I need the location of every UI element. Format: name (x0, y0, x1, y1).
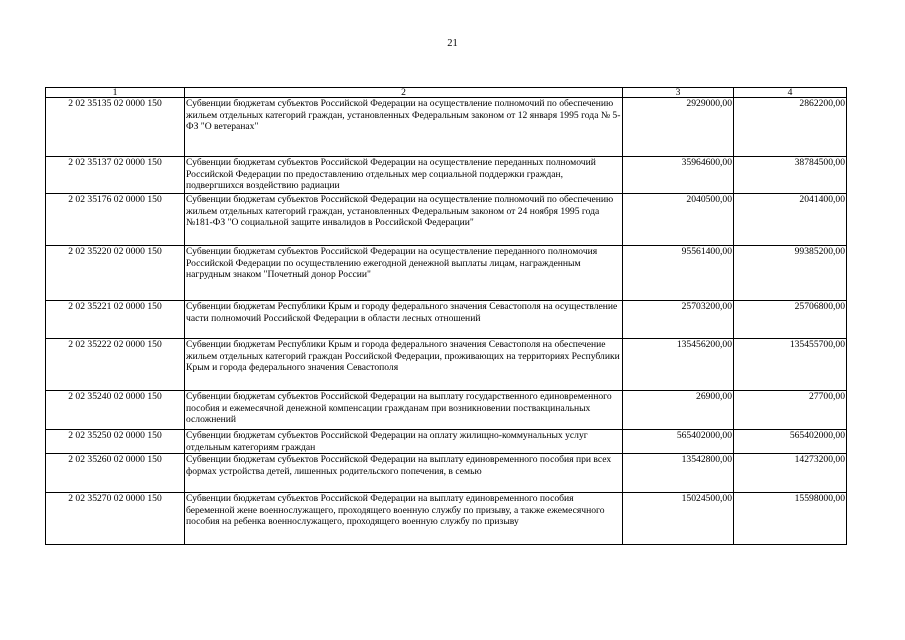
budget-code: 2 02 35222 02 0000 150 (46, 339, 185, 391)
budget-code: 2 02 35221 02 0000 150 (46, 301, 185, 339)
row-description: Субвенции бюджетам субъектов Российской Федерации на осуществление переданного полномочия Российской Федерации по осуществлению ежегодной денежной выплаты лицам, награжденным нагрудным знаком "Почетный донор России" (185, 246, 623, 301)
amount-col4: 135455700,00 (734, 339, 847, 391)
table-row (46, 157, 847, 194)
row-description: Субвенции бюджетам субъектов Российской Федерации на осуществление переданных полномочий Российской Федерации по предоставлению отдельных мер социальной поддержки граждан, подвергшихся воздействию радиации (185, 157, 623, 194)
amount-col3: 565402000,00 (623, 430, 734, 454)
amount-col4: 2041400,00 (734, 194, 847, 246)
budget-code: 2 02 35135 02 0000 150 (46, 98, 185, 157)
budget-table (45, 87, 847, 545)
column-header-4: 4 (734, 88, 847, 98)
column-header-2: 2 (185, 88, 623, 98)
budget-code: 2 02 35240 02 0000 150 (46, 391, 185, 430)
budget-code: 2 02 35270 02 0000 150 (46, 493, 185, 545)
amount-col3: 35964600,00 (623, 157, 734, 194)
amount-col3: 25703200,00 (623, 301, 734, 339)
header-row (46, 88, 847, 98)
row-description: Субвенции бюджетам субъектов Российской Федерации на выплату единовременного пособия беременной жене военнослужащего, проходящего военную службу по призыву, а также ежемесячного пособия на ребенка военнослужащего, проходящего военную службу по призыву (185, 493, 623, 545)
budget-code: 2 02 35137 02 0000 150 (46, 157, 185, 194)
table-row (46, 430, 847, 454)
amount-col4: 565402000,00 (734, 430, 847, 454)
column-header-1: 1 (46, 88, 185, 98)
table-row (46, 194, 847, 246)
budget-code: 2 02 35260 02 0000 150 (46, 454, 185, 493)
amount-col3: 15024500,00 (623, 493, 734, 545)
amount-col4: 99385200,00 (734, 246, 847, 301)
row-description: Субвенции бюджетам субъектов Российской Федерации на выплату государственного единовременного пособия и ежемесячной денежной компенсации гражданам при возникновении поствакцинальных осложнений (185, 391, 623, 430)
amount-col3: 2929000,00 (623, 98, 734, 157)
table-row (46, 98, 847, 157)
column-header-3: 3 (623, 88, 734, 98)
amount-col3: 26900,00 (623, 391, 734, 430)
page-number: 21 (447, 38, 458, 49)
amount-col4: 38784500,00 (734, 157, 847, 194)
amount-col3: 2040500,00 (623, 194, 734, 246)
amount-col4: 15598000,00 (734, 493, 847, 545)
table-row (46, 391, 847, 430)
amount-col4: 14273200,00 (734, 454, 847, 493)
amount-col3: 13542800,00 (623, 454, 734, 493)
amount-col3: 95561400,00 (623, 246, 734, 301)
row-description: Субвенции бюджетам субъектов Российской Федерации на выплату единовременного пособия при всех формах устройства детей, лишенных родительского попечения, в семью (185, 454, 623, 493)
budget-code: 2 02 35250 02 0000 150 (46, 430, 185, 454)
budget-code: 2 02 35220 02 0000 150 (46, 246, 185, 301)
table-row (46, 454, 847, 493)
amount-col4: 27700,00 (734, 391, 847, 430)
row-description: Субвенции бюджетам субъектов Российской Федерации на осуществление полномочий по обеспечению жильем отдельных категорий граждан, установленных Федеральным законом от 12 января 1995 года № 5-ФЗ "О ветеранах" (185, 98, 623, 157)
table-row (46, 301, 847, 339)
row-description: Субвенции бюджетам субъектов Российской Федерации на оплату жилищно-коммунальных услуг отдельным категориям граждан (185, 430, 623, 454)
table-row (46, 246, 847, 301)
row-description: Субвенции бюджетам субъектов Российской Федерации на осуществление полномочий по обеспечению жильем отдельных категорий граждан, установленных Федеральным законом от 24 ноября 1995 года №181-ФЗ "О социальной защите инвалидов в Российской Федерации" (185, 194, 623, 246)
row-description: Субвенции бюджетам Республики Крым и городу федерального значения Севастополя на осуществление части полномочий Российской Федерации в области лесных отношений (185, 301, 623, 339)
amount-col3: 135456200,00 (623, 339, 734, 391)
amount-col4: 2862200,00 (734, 98, 847, 157)
row-description: Субвенции бюджетам Республики Крым и города федерального значения Севастополя на обеспечение жильем отдельных категорий граждан Российской Федерации, проживающих на территориях Республики Крым и города федерального значения Севастополя (185, 339, 623, 391)
budget-code: 2 02 35176 02 0000 150 (46, 194, 185, 246)
table-row (46, 339, 847, 391)
table-row (46, 493, 847, 545)
amount-col4: 25706800,00 (734, 301, 847, 339)
